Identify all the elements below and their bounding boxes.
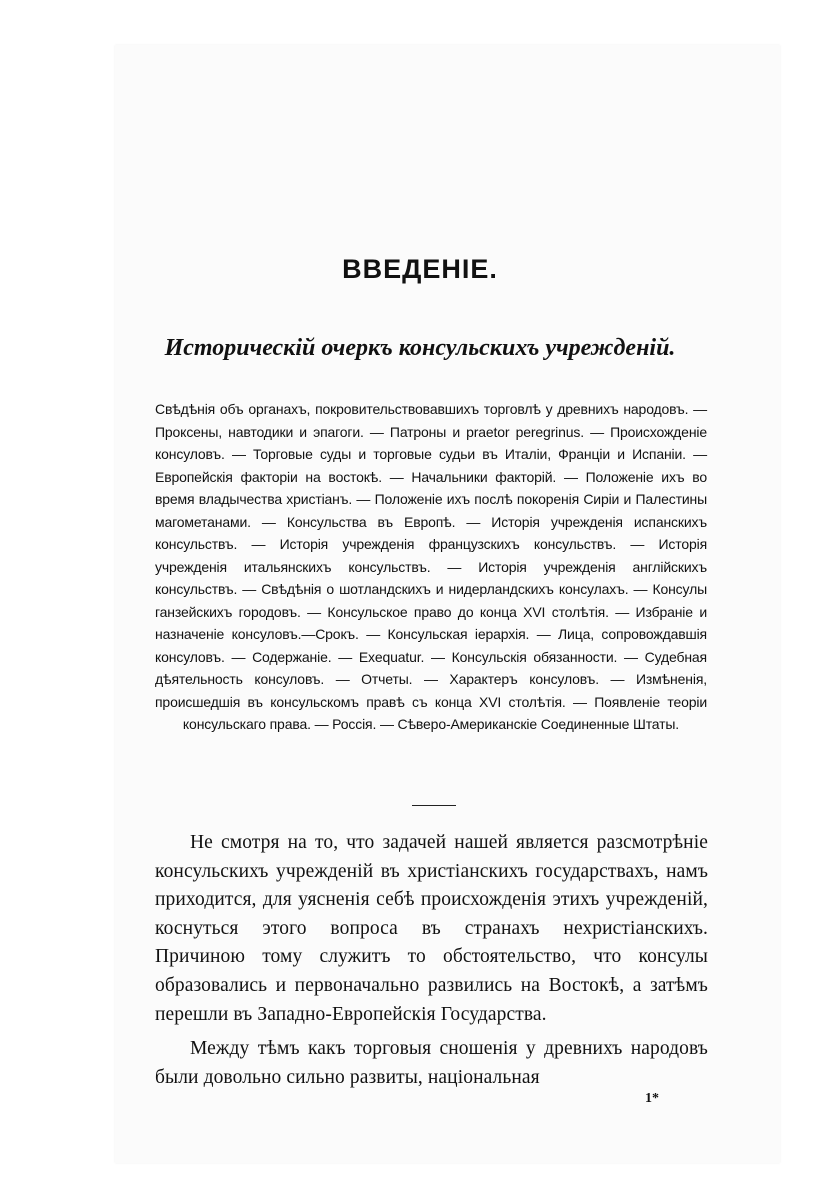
chapter-summary: Свѣдѣнія объ органахъ, покровительствовавшихъ торговлѣ у древнихъ народовъ. — Проксены, навтодики и эпагоги. — Патроны и praetor peregrinus. — Происхожденіе консуловъ. — Торговые суды и торговые судьи въ Италіи, Франціи и Испаніи. — Европейскія факторіи на востокѣ. — Начальники факторій. — Положеніе ихъ во время владычества христіанъ. — Положеніе ихъ послѣ покоренія Сиріи и Палестины магометанами. — Консульства въ Европѣ. — Исторія учрежденія испанскихъ консульствъ. — Исторія учрежденія французскихъ консульствъ. — Исторія учрежденія итальянскихъ консульствъ. — Исторія учрежденія англійскихъ консульствъ. — Свѣдѣнія о шотландскихъ и нидерландскихъ консулахъ. — Консулы ганзейскихъ городовъ. — Консульское право до конца XVI столѣтія. — Избраніе и назначеніе консуловъ.—Срокъ. — Консульская іерархія. — Лица, сопровождавшія консуловъ. — Содержаніе. — Exequatur. — Консульскія обязанности. — Судебная дѣятельность консуловъ. — Отчеты. — Характеръ консуловъ. — Измѣненія, происшедшія въ консульскомъ правѣ съ конца XVI столѣтія. — Появленіе теоріи консульскаго права. — Россія. — Сѣверо-Американскіе Соединенные Штаты. xyxy=(155,401,707,732)
chapter-heading: ВВЕДЕНІЕ. xyxy=(342,254,498,284)
body-text xyxy=(155,829,708,1098)
paragraph: Между тѣмъ какъ торговыя сношенія у древнихъ народовъ были довольно сильно развиты, національная xyxy=(155,1038,708,1088)
chapter-subtitle: Историческій очеркъ консульскихъ учрежденій. xyxy=(164,335,676,361)
section-divider xyxy=(412,805,456,806)
paragraph: Не смотря на то, что задачей нашей является разсмотрѣніе консульскихъ учрежденій въ христіанскихъ государствахъ, намъ приходится, для уясненія себѣ происхожденія этихъ учрежденій, коснуться этого вопроса въ странахъ нехристіанскихъ. Причиною тому служитъ то обстоятельство, что консулы образовались и первоначально развились на Востокѣ, а затѣмъ перешли въ Западно-Европейскія Государства. xyxy=(155,832,708,1025)
page-number: 1* xyxy=(645,1091,659,1106)
